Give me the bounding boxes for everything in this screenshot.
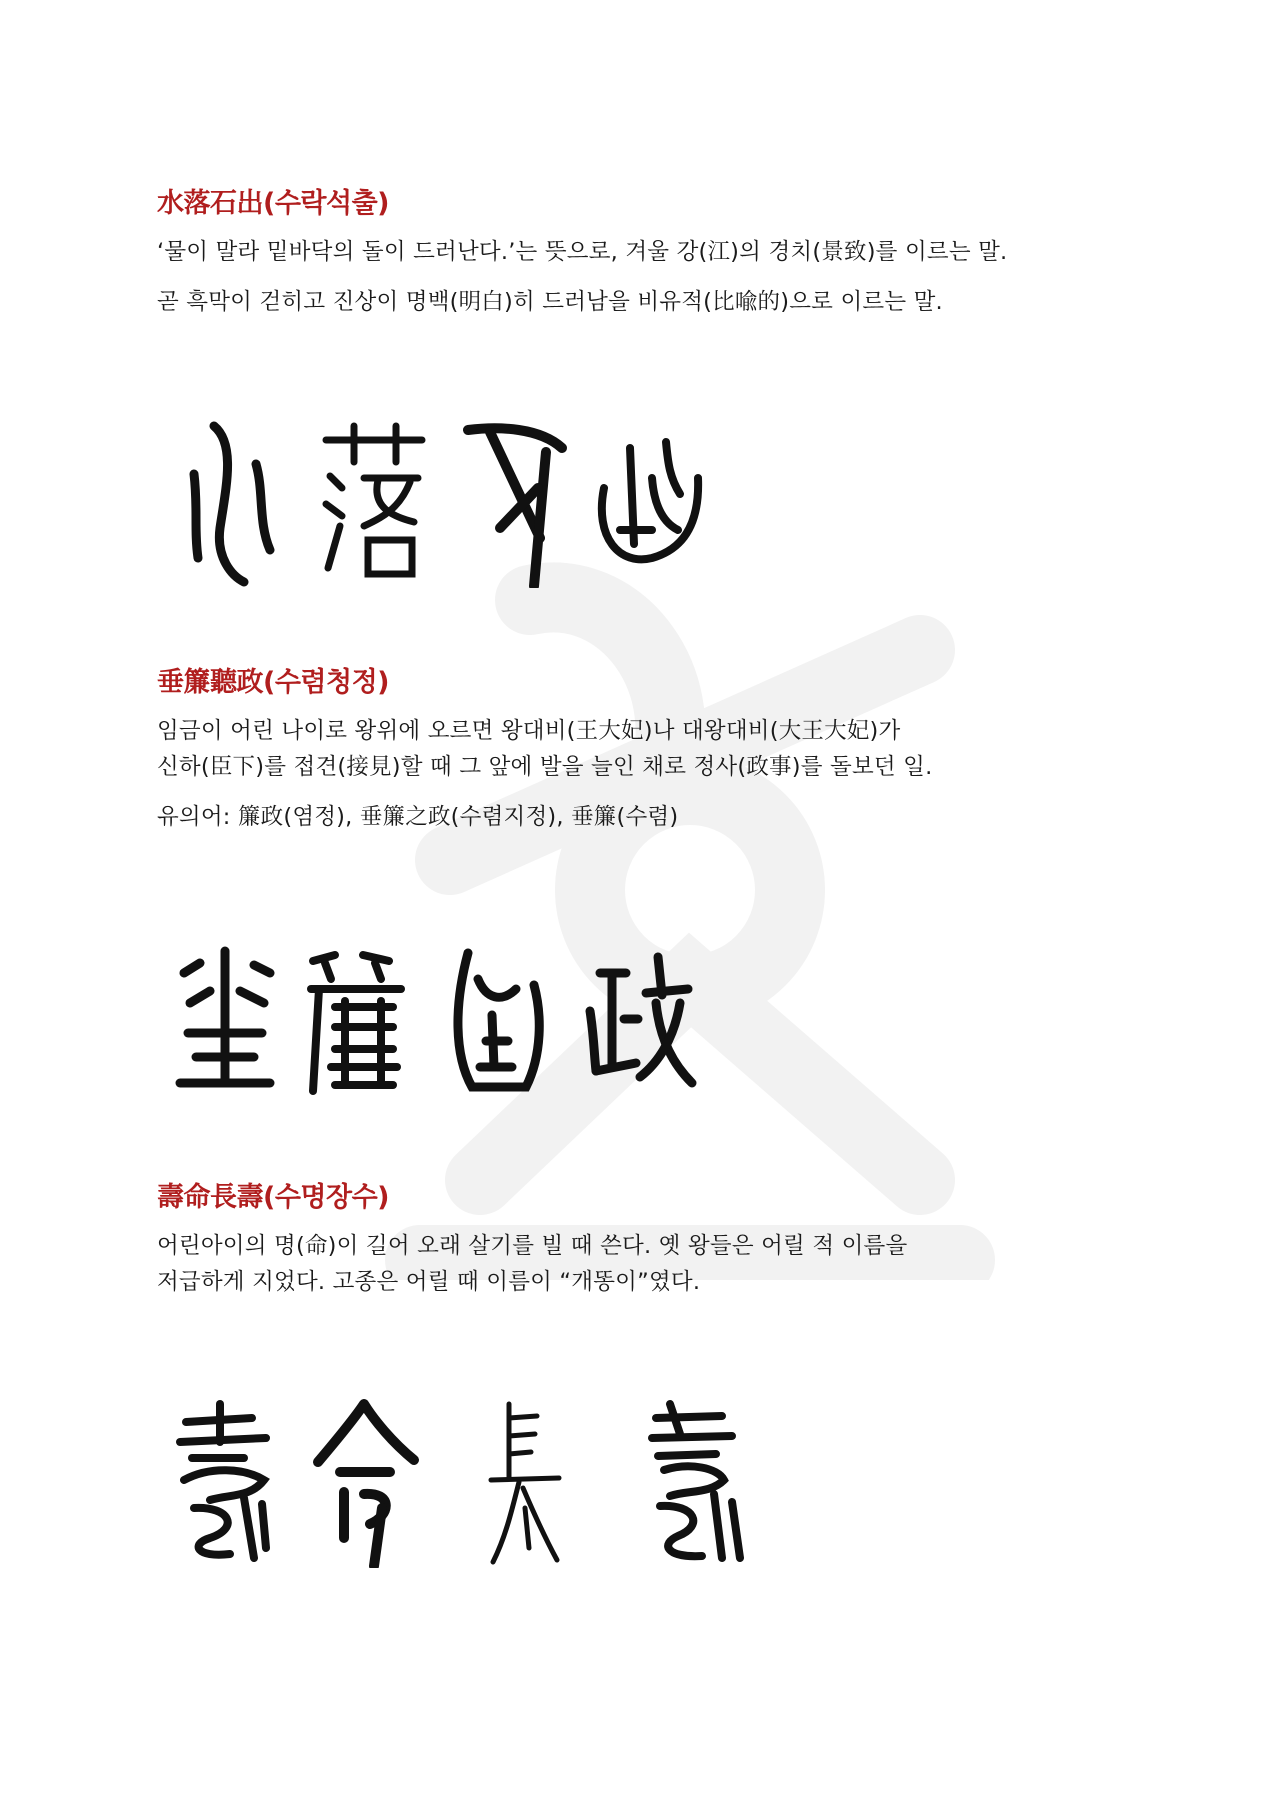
seal-glyph-rak-fall — [320, 418, 430, 588]
entry-description: 신하(臣下)를 접견(接見)할 때 그 앞에 발을 늘인 채로 정사(政事)를 돌보던 일. — [157, 754, 933, 781]
seal-glyph-seok-stone — [460, 418, 570, 588]
entry-title: 水落石出(수락석출) — [157, 188, 390, 219]
seal-glyph-cheong-listen — [450, 945, 550, 1095]
entry-description: ‘물이 말라 밑바닥의 돌이 드러난다.’는 뜻으로, 겨울 강(江)의 경치(景致)를 이르는 말. — [157, 239, 1008, 266]
seal-glyph-su-water — [180, 418, 290, 588]
seal-glyph-su-hang — [170, 945, 280, 1095]
entry-3 — [157, 1182, 1157, 1300]
entry-description: 임금이 어린 나이로 왕위에 오르면 왕대비(王大妃)나 대왕대비(大王大妃)가 — [157, 718, 901, 745]
entry-title: 壽命長壽(수명장수) — [157, 1182, 390, 1213]
entry-2 — [157, 667, 1157, 835]
entry-description: 곧 흑막이 걷히고 진상이 명백(明白)히 드러남을 비유적(比喩的)으로 이르는 말. — [157, 289, 943, 316]
entry-description: 저급하게 지었다. 고종은 어릴 때 이름이 “개똥이”였다. — [157, 1269, 701, 1296]
entry-title: 垂簾聽政(수렴청정) — [157, 667, 390, 698]
entry-description: 어린아이의 명(命)이 길어 오래 살기를 빌 때 쓴다. 옛 왕들은 어릴 적 이름을 — [157, 1233, 908, 1260]
seal-glyph-jeong-govern — [580, 945, 700, 1095]
entry-synonyms: 유의어: 簾政(염정), 垂簾之政(수렴지정), 垂簾(수렴) — [157, 804, 679, 831]
seal-glyph-su-longevity — [170, 1398, 280, 1568]
seal-glyph-ryeom-curtain — [305, 945, 405, 1095]
entry-1 — [157, 188, 1157, 320]
seal-glyph-chul-emerge — [590, 418, 710, 588]
seal-glyph-jang-long — [485, 1398, 565, 1568]
seal-glyph-su-longevity — [640, 1398, 750, 1568]
seal-glyph-myeong-life — [310, 1398, 420, 1568]
